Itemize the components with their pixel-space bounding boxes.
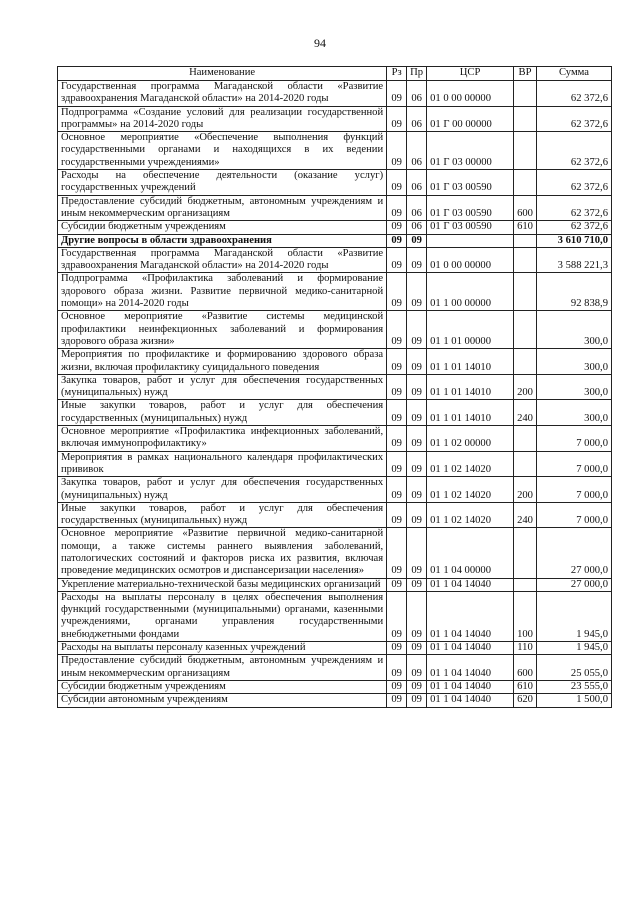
cell-rz: 09	[387, 349, 407, 375]
table-row	[58, 642, 612, 655]
cell-sum: 300,0	[537, 374, 612, 400]
cell-rz: 09	[387, 247, 407, 273]
cell-name: Закупка товаров, работ и услуг для обеспечения государственных (муниципальных) нужд	[58, 477, 387, 503]
cell-sum: 25 055,0	[537, 655, 612, 681]
cell-vr: 610	[514, 221, 537, 234]
cell-sum: 7 000,0	[537, 426, 612, 452]
cell-sum: 62 372,6	[537, 195, 612, 221]
cell-vr: 610	[514, 680, 537, 693]
cell-pr: 09	[407, 311, 427, 349]
cell-sum: 23 555,0	[537, 680, 612, 693]
table-row	[58, 349, 612, 375]
cell-vr	[514, 578, 537, 591]
cell-vr: 620	[514, 694, 537, 707]
cell-csr: 01 1 02 14020	[427, 502, 514, 528]
cell-csr: 01 1 02 14020	[427, 451, 514, 477]
cell-rz: 09	[387, 502, 407, 528]
cell-rz: 09	[387, 170, 407, 196]
cell-name: Основное мероприятие «Развитие первичной медико-санитарной помощи, а также системы раннего выявления заболеваний, патологических состояний и факторов риска их развития, включая проведение медицинских осмотров и диспансеризации населения»	[58, 528, 387, 578]
cell-csr: 01 1 04 14040	[427, 642, 514, 655]
cell-rz: 09	[387, 680, 407, 693]
cell-vr	[514, 273, 537, 311]
cell-pr: 09	[407, 349, 427, 375]
cell-pr: 09	[407, 528, 427, 578]
cell-name: Государственная программа Магаданской области «Развитие здравоохранения Магаданской области» на 2014-2020 годы	[58, 247, 387, 273]
cell-pr: 09	[407, 426, 427, 452]
cell-rz: 09	[387, 81, 407, 107]
cell-sum: 7 000,0	[537, 502, 612, 528]
header-name: Наименование	[58, 67, 387, 81]
cell-rz: 09	[387, 578, 407, 591]
cell-sum: 62 372,6	[537, 106, 612, 132]
cell-csr: 01 Г 03 00000	[427, 132, 514, 170]
cell-pr: 09	[407, 234, 427, 247]
cell-name: Подпрограмма «Создание условий для реализации государственной программы» на 2014-2020 годы	[58, 106, 387, 132]
cell-sum: 300,0	[537, 400, 612, 426]
cell-csr: 01 Г 03 00590	[427, 221, 514, 234]
cell-vr	[514, 106, 537, 132]
cell-name: Основное мероприятие «Профилактика инфекционных заболеваний, включая иммунопрофилактику»	[58, 426, 387, 452]
cell-rz: 09	[387, 311, 407, 349]
cell-csr: 01 Г 03 00590	[427, 195, 514, 221]
cell-csr: 01 1 04 14040	[427, 591, 514, 641]
cell-pr: 09	[407, 477, 427, 503]
cell-pr: 06	[407, 106, 427, 132]
cell-name: Основное мероприятие «Развитие системы медицинской профилактики неинфекционных заболеваний и формирования здорового образа жизни»	[58, 311, 387, 349]
cell-name: Расходы на выплаты персоналу в целях обеспечения выполнения функций государственными (муниципальными) органами, казенными учреждениями, органами управления государственными внебюджетными фондами	[58, 591, 387, 641]
cell-vr	[514, 426, 537, 452]
cell-sum: 1 945,0	[537, 642, 612, 655]
cell-rz: 09	[387, 400, 407, 426]
cell-pr: 09	[407, 273, 427, 311]
table-row	[58, 578, 612, 591]
cell-csr: 01 1 01 00000	[427, 311, 514, 349]
cell-name: Основное мероприятие «Обеспечение выполнения функций государственными органами и находящихся в их ведении государственными учреждениями»	[58, 132, 387, 170]
cell-rz: 09	[387, 234, 407, 247]
table-row	[58, 694, 612, 707]
cell-csr: 01 Г 00 00000	[427, 106, 514, 132]
cell-vr	[514, 234, 537, 247]
cell-name: Субсидии автономным учреждениям	[58, 694, 387, 707]
page-number: 94	[314, 36, 326, 50]
cell-sum: 300,0	[537, 311, 612, 349]
cell-name: Субсидии бюджетным учреждениям	[58, 680, 387, 693]
cell-csr: 01 1 00 00000	[427, 273, 514, 311]
table-header-row	[58, 67, 612, 81]
table-row	[58, 234, 612, 247]
cell-vr	[514, 247, 537, 273]
table-row	[58, 374, 612, 400]
cell-sum: 3 588 221,3	[537, 247, 612, 273]
table-body	[58, 81, 612, 708]
cell-vr: 110	[514, 642, 537, 655]
cell-pr: 09	[407, 374, 427, 400]
cell-vr: 200	[514, 374, 537, 400]
cell-sum: 27 000,0	[537, 528, 612, 578]
table-row	[58, 221, 612, 234]
cell-rz: 09	[387, 642, 407, 655]
cell-pr: 09	[407, 591, 427, 641]
cell-rz: 09	[387, 273, 407, 311]
cell-pr: 09	[407, 247, 427, 273]
table-row	[58, 528, 612, 578]
cell-csr: 01 1 04 14040	[427, 694, 514, 707]
table-row	[58, 132, 612, 170]
cell-rz: 09	[387, 591, 407, 641]
cell-name: Укрепление материально-технической базы медицинских организаций	[58, 578, 387, 591]
cell-sum: 3 610 710,0	[537, 234, 612, 247]
table-row	[58, 655, 612, 681]
cell-pr: 09	[407, 451, 427, 477]
cell-csr: 01 1 02 14020	[427, 477, 514, 503]
cell-vr	[514, 349, 537, 375]
cell-name: Расходы на обеспечение деятельности (оказание услуг) государственных учреждений	[58, 170, 387, 196]
cell-rz: 09	[387, 374, 407, 400]
cell-rz: 09	[387, 426, 407, 452]
cell-vr	[514, 170, 537, 196]
cell-name: Мероприятия в рамках национального календаря профилактических прививок	[58, 451, 387, 477]
cell-csr: 01 1 02 00000	[427, 426, 514, 452]
cell-pr: 09	[407, 400, 427, 426]
cell-rz: 09	[387, 195, 407, 221]
cell-name: Субсидии бюджетным учреждениям	[58, 221, 387, 234]
cell-csr: 01 0 00 00000	[427, 247, 514, 273]
cell-vr: 600	[514, 655, 537, 681]
table-row	[58, 477, 612, 503]
cell-sum: 300,0	[537, 349, 612, 375]
cell-sum: 1 945,0	[537, 591, 612, 641]
cell-pr: 06	[407, 221, 427, 234]
cell-sum: 27 000,0	[537, 578, 612, 591]
table-row	[58, 170, 612, 196]
cell-rz: 09	[387, 132, 407, 170]
cell-vr	[514, 311, 537, 349]
cell-pr: 06	[407, 81, 427, 107]
cell-pr: 09	[407, 694, 427, 707]
cell-rz: 09	[387, 528, 407, 578]
budget-table	[57, 66, 612, 708]
header-pr: Пр	[407, 67, 427, 81]
cell-name: Подпрограмма «Профилактика заболеваний и формирование здорового образа жизни. Развитие первичной медико-санитарной помощи» на 2014-2020 годы	[58, 273, 387, 311]
cell-name: Расходы на выплаты персоналу казенных учреждений	[58, 642, 387, 655]
cell-csr: 01 1 04 14040	[427, 655, 514, 681]
cell-rz: 09	[387, 477, 407, 503]
cell-name: Иные закупки товаров, работ и услуг для обеспечения государственных (муниципальных) нужд	[58, 400, 387, 426]
cell-pr: 09	[407, 502, 427, 528]
cell-rz: 09	[387, 221, 407, 234]
cell-vr	[514, 81, 537, 107]
cell-sum: 92 838,9	[537, 273, 612, 311]
cell-csr: 01 1 04 14040	[427, 680, 514, 693]
cell-vr: 100	[514, 591, 537, 641]
cell-sum: 62 372,6	[537, 221, 612, 234]
cell-pr: 09	[407, 655, 427, 681]
cell-sum: 7 000,0	[537, 477, 612, 503]
cell-csr: 01 1 04 14040	[427, 578, 514, 591]
cell-vr: 240	[514, 400, 537, 426]
cell-name: Иные закупки товаров, работ и услуг для обеспечения государственных (муниципальных) нужд	[58, 502, 387, 528]
header-sum: Сумма	[537, 67, 612, 81]
cell-rz: 09	[387, 106, 407, 132]
cell-name: Другие вопросы в области здравоохранения	[58, 234, 387, 247]
cell-sum: 62 372,6	[537, 170, 612, 196]
cell-csr: 01 Г 03 00590	[427, 170, 514, 196]
cell-sum: 7 000,0	[537, 451, 612, 477]
table-row	[58, 247, 612, 273]
cell-name: Мероприятия по профилактике и формированию здорового образа жизни, включая профилактику суицидального поведения	[58, 349, 387, 375]
cell-sum: 62 372,6	[537, 81, 612, 107]
cell-rz: 09	[387, 694, 407, 707]
table-row	[58, 680, 612, 693]
cell-name: Предоставление субсидий бюджетным, автономным учреждениям и иным некоммерческим организациям	[58, 195, 387, 221]
table-row	[58, 81, 612, 107]
cell-name: Закупка товаров, работ и услуг для обеспечения государственных (муниципальных) нужд	[58, 374, 387, 400]
cell-name: Предоставление субсидий бюджетным, автономным учреждениям и иным некоммерческим организациям	[58, 655, 387, 681]
cell-pr: 09	[407, 642, 427, 655]
cell-name: Государственная программа Магаданской области «Развитие здравоохранения Магаданской области» на 2014-2020 годы	[58, 81, 387, 107]
cell-vr	[514, 132, 537, 170]
cell-vr: 200	[514, 477, 537, 503]
table-row	[58, 273, 612, 311]
cell-pr: 09	[407, 578, 427, 591]
cell-pr: 06	[407, 195, 427, 221]
cell-vr: 600	[514, 195, 537, 221]
cell-rz: 09	[387, 655, 407, 681]
table-row	[58, 451, 612, 477]
header-csr: ЦСР	[427, 67, 514, 81]
table-row	[58, 106, 612, 132]
table-row	[58, 591, 612, 641]
table-row	[58, 195, 612, 221]
cell-rz: 09	[387, 451, 407, 477]
cell-csr	[427, 234, 514, 247]
cell-sum: 62 372,6	[537, 132, 612, 170]
table-row	[58, 426, 612, 452]
cell-csr: 01 1 01 14010	[427, 374, 514, 400]
cell-csr: 01 1 04 00000	[427, 528, 514, 578]
cell-csr: 01 1 01 14010	[427, 349, 514, 375]
cell-vr	[514, 528, 537, 578]
cell-pr: 09	[407, 680, 427, 693]
table-row	[58, 311, 612, 349]
cell-vr	[514, 451, 537, 477]
cell-csr: 01 0 00 00000	[427, 81, 514, 107]
cell-csr: 01 1 01 14010	[427, 400, 514, 426]
cell-pr: 06	[407, 132, 427, 170]
cell-vr: 240	[514, 502, 537, 528]
table-row	[58, 400, 612, 426]
header-vr: ВР	[514, 67, 537, 81]
table-row	[58, 502, 612, 528]
cell-pr: 06	[407, 170, 427, 196]
cell-sum: 1 500,0	[537, 694, 612, 707]
header-rz: Рз	[387, 67, 407, 81]
